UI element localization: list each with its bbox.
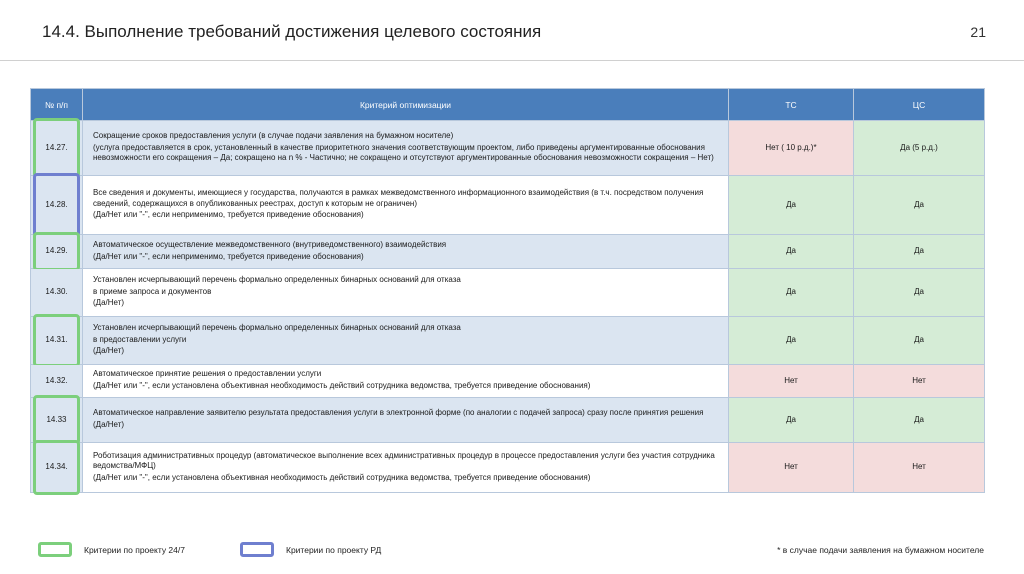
row-number-cell [31, 317, 83, 365]
criterion-note: (Да/Нет) [93, 346, 125, 356]
row-number-cell [31, 176, 83, 235]
ts-value: Да [729, 235, 854, 269]
ts-value: Нет [729, 443, 854, 493]
criterion-subtitle: в приеме запроса и документов [93, 286, 212, 296]
criterion-cell [83, 443, 729, 493]
criterion-note: (услуга предоставляется в срок, установленный в качестве приоритетного значения соответствующим проектом, либо приведены аргументированные обоснования невозможности его сокращения – Да; сокращено на n % - Частично; не сокращено и отсутствуют аргументированные обоснования невозможности сокращения – Нет) [93, 142, 714, 163]
criterion-title: Все сведения и документы, имеющиеся у государства, получаются в рамках межведомственного информационного взаимодействия (в т.ч. посредством получения сведений, содержащихся в опубликованных реестрах, доступ к которым не ограничен) [93, 188, 704, 208]
criterion-note: (Да/Нет или "-", если неприменимо, требуется приведение обоснования) [93, 210, 364, 220]
criterion-note: (Да/Нет или "-", если установлена объективная необходимость действий сотрудника ведомства, требуется приведение обоснования) [93, 381, 591, 390]
criterion-subtitle: в предоставлении услуги [93, 334, 187, 344]
ts-value: Да [729, 317, 854, 365]
ts-value: Да [729, 269, 854, 317]
table-row [31, 176, 985, 235]
table-row [31, 365, 985, 398]
legend-green [38, 542, 185, 557]
row-number-cell [31, 121, 83, 176]
row-number: 14.30. [45, 287, 68, 297]
table-row [31, 398, 985, 443]
criterion-cell [83, 235, 729, 269]
title-divider [0, 60, 1024, 61]
header-num: № п/п [31, 89, 83, 121]
cs-value: Да [854, 176, 985, 235]
legend-blue-label: Критерии по проекту РД [286, 544, 382, 555]
criterion-title: Установлен исчерпывающий перечень формально определенных бинарных оснований для отказа [93, 275, 461, 285]
cs-value: Да [854, 235, 985, 269]
footnote: * в случае подачи заявления на бумажном носителе [777, 545, 984, 555]
row-number: 14.32. [45, 375, 68, 385]
criterion-title: Автоматическое осуществление межведомственного (внутриведомственного) взаимодействия [93, 239, 447, 249]
criterion-note: (Да/Нет) [93, 298, 125, 308]
row-number: 14.29. [45, 246, 68, 256]
header-ts: ТС [729, 89, 854, 121]
criterion-title: Роботизация административных процедур (автоматическое выполнение всех административных процедур в процессе предоставления услуги без участия сотрудника ведомства/МФЦ) [93, 450, 715, 471]
criterion-cell [83, 365, 729, 398]
cs-value: Да [854, 269, 985, 317]
row-number-cell [31, 398, 83, 443]
criterion-cell [83, 176, 729, 235]
criterion-title: Автоматическое направление заявителю результата предоставления услуги в электронной форме (по аналогии с подачей запроса) сразу после принятия решения [93, 408, 704, 418]
table-header-row [31, 89, 985, 121]
criterion-note: (Да/Нет или "-", если установлена объективная необходимость действий сотрудника ведомства, требуется приведение обоснования) [93, 472, 591, 482]
row-number-cell [31, 443, 83, 493]
row-number: 14.31. [45, 335, 68, 345]
criterion-title: Установлен исчерпывающий перечень формально определенных бинарных оснований для отказа [93, 323, 461, 333]
header-cs: ЦС [854, 89, 985, 121]
ts-value: Нет ( 10 р.д.)* [729, 121, 854, 176]
table-row [31, 235, 985, 269]
table-row [31, 121, 985, 176]
cs-value: Да (5 р.д.) [854, 121, 985, 176]
criterion-cell [83, 317, 729, 365]
row-number: 14.27. [45, 142, 68, 152]
criterion-cell [83, 398, 729, 443]
row-number-cell [31, 269, 83, 317]
ts-value: Да [729, 176, 854, 235]
row-number: 14.33 [46, 414, 67, 424]
criterion-cell [83, 269, 729, 317]
row-number: 14.28. [45, 199, 68, 209]
row-number-cell [31, 365, 83, 398]
criterion-cell [83, 121, 729, 176]
legend-blue [240, 542, 381, 557]
ts-value: Нет [729, 365, 854, 398]
cs-value: Да [854, 317, 985, 365]
cs-value: Нет [854, 443, 985, 493]
row-number-cell [31, 235, 83, 269]
header-criterion: Критерий оптимизации [83, 89, 729, 121]
ts-value: Да [729, 398, 854, 443]
page-number: 21 [970, 24, 986, 40]
table-row [31, 443, 985, 493]
criterion-title: Сокращение сроков предоставления услуги (в случае подачи заявления на бумажном носителе) [93, 131, 454, 141]
row-number: 14.34. [45, 462, 68, 472]
legend-green-label: Критерии по проекту 24/7 [84, 544, 185, 555]
cs-value: Нет [854, 365, 985, 398]
criterion-note: (Да/Нет или "-", если неприменимо, требуется приведение обоснования) [93, 251, 364, 261]
criterion-title: Автоматическое принятие решения о предоставлении услуги [93, 369, 322, 379]
criteria-table [30, 88, 985, 493]
green-legend-swatch [38, 542, 72, 557]
slide-title: 14.4. Выполнение требований достижения целевого состояния [42, 22, 542, 41]
table-row [31, 317, 985, 365]
table-row [31, 269, 985, 317]
criterion-note: (Да/Нет) [93, 420, 125, 429]
cs-value: Да [854, 398, 985, 443]
blue-legend-swatch [240, 542, 274, 557]
